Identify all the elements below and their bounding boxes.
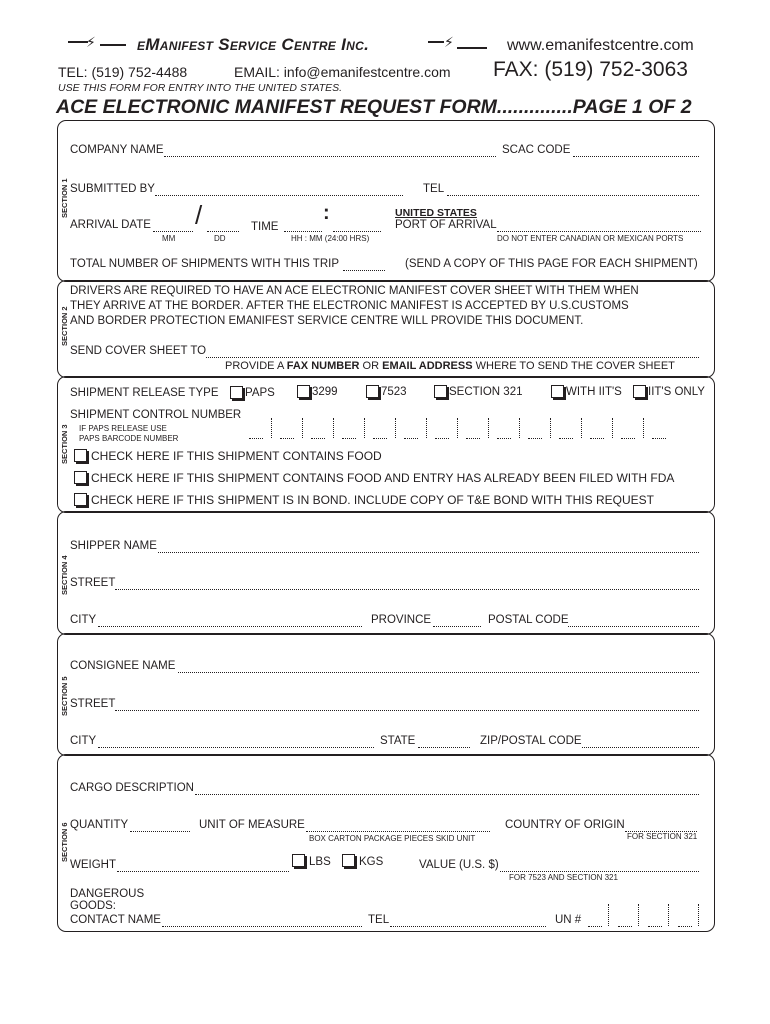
- quantity-field[interactable]: [130, 831, 190, 832]
- control-number-slot[interactable]: [435, 438, 449, 439]
- un-number-divider: [668, 904, 669, 926]
- quantity-label: QUANTITY: [70, 819, 129, 831]
- dangerous-tel-label: TEL: [368, 914, 390, 926]
- 3299-label: 3299: [312, 386, 338, 398]
- company-name-field[interactable]: [164, 156, 496, 157]
- send-cover-field[interactable]: [206, 357, 699, 358]
- provide-note-fax: FAX NUMBER: [286, 360, 360, 372]
- shipper-name-label: SHIPPER NAME: [70, 540, 157, 552]
- consignee-name-field[interactable]: [178, 672, 699, 673]
- time-label: TIME: [251, 221, 279, 233]
- control-number-divider: [364, 418, 365, 438]
- food-fda-checkbox[interactable]: [74, 471, 87, 484]
- consignee-city-field[interactable]: [98, 747, 374, 748]
- section-3-tag: SECTION 3: [60, 424, 69, 464]
- control-number-divider: [581, 418, 582, 438]
- unit-of-measure-label: UNIT OF MEASURE: [199, 819, 305, 831]
- lbs-label: LBS: [309, 856, 331, 868]
- section-6-tag: SECTION 6: [60, 822, 69, 862]
- port-note: DO NOT ENTER CANADIAN OR MEXICAN PORTS: [497, 234, 684, 243]
- section-2-tag: SECTION 2: [60, 306, 69, 346]
- country-of-origin-label: COUNTRY OF ORIGIN: [505, 819, 625, 831]
- section-321-label: SECTION 321: [449, 386, 523, 398]
- contact-name-label: CONTACT NAME: [70, 914, 161, 926]
- control-number-divider: [488, 418, 489, 438]
- consignee-street-field[interactable]: [115, 710, 699, 711]
- total-shipments-label: TOTAL NUMBER OF SHIPMENTS WITH THIS TRIP: [70, 258, 339, 270]
- brand-logo: eManifest Service Centre Inc.: [137, 35, 370, 54]
- un-number-slot[interactable]: [588, 926, 602, 927]
- contains-food-label: CHECK HERE IF THIS SHIPMENT CONTAINS FOOD: [91, 449, 382, 463]
- company-name-label: COMPANY NAME: [70, 144, 164, 156]
- control-number-slot[interactable]: [528, 438, 542, 439]
- header-fax: FAX: (519) 752-3063: [493, 58, 688, 81]
- units-hint: BOX CARTON PACKAGE PIECES SKID UNIT: [309, 834, 476, 843]
- time-minutes-field[interactable]: [333, 231, 381, 232]
- consignee-state-label: STATE: [380, 735, 416, 747]
- provide-note-or: OR: [359, 360, 383, 372]
- value-field[interactable]: [500, 871, 699, 872]
- with-iits-checkbox[interactable]: [551, 385, 564, 398]
- control-number-slot[interactable]: [342, 438, 356, 439]
- total-shipments-field[interactable]: [343, 270, 385, 271]
- submitted-by-label: SUBMITTED BY: [70, 183, 155, 195]
- time-separator: :: [323, 202, 330, 224]
- control-number-divider: [302, 418, 303, 438]
- control-number-divider: [550, 418, 551, 438]
- 7523-checkbox[interactable]: [366, 385, 379, 398]
- control-number-slot[interactable]: [373, 438, 387, 439]
- shipper-postal-label: POSTAL CODE: [488, 614, 569, 626]
- for-7523-note: FOR 7523 AND SECTION 321: [509, 873, 618, 882]
- time-hint: HH : MM (24:00 HRS): [291, 234, 370, 243]
- control-number-divider: [643, 418, 644, 438]
- scac-code-label: SCAC CODE: [502, 144, 571, 156]
- control-number-divider: [612, 418, 613, 438]
- header-bolt-right-icon: ⚡: [444, 34, 454, 50]
- section1-tel-label: TEL: [423, 183, 445, 195]
- 7523-label: 7523: [381, 386, 407, 398]
- cargo-description-label: CARGO DESCRIPTION: [70, 782, 194, 794]
- cargo-description-field[interactable]: [195, 794, 699, 795]
- control-number-slot[interactable]: [559, 438, 573, 439]
- value-label: VALUE (U.S. $): [419, 859, 499, 871]
- header-rule-left-2: [100, 44, 126, 46]
- control-number-slot[interactable]: [652, 438, 666, 439]
- un-number-label: UN #: [555, 914, 582, 926]
- food-fda-label: CHECK HERE IF THIS SHIPMENT CONTAINS FOOD AND ENTRY HAS ALREADY BEEN FILED WITH FDA: [91, 471, 675, 485]
- port-of-arrival-label: PORT OF ARRIVAL: [395, 219, 497, 231]
- provide-note-email: EMAIL ADDRESS: [382, 360, 473, 372]
- contact-name-field[interactable]: [162, 926, 362, 927]
- control-number-slot[interactable]: [590, 438, 604, 439]
- weight-label: WEIGHT: [70, 859, 116, 871]
- lbs-checkbox[interactable]: [292, 854, 305, 867]
- shipper-province-field[interactable]: [433, 626, 481, 627]
- copy-note: (SEND A COPY OF THIS PAGE FOR EACH SHIPMENT): [405, 258, 698, 270]
- iits-only-checkbox[interactable]: [633, 385, 646, 398]
- submitted-by-field[interactable]: [155, 195, 403, 196]
- un-number-slot[interactable]: [648, 926, 662, 927]
- control-number-slot[interactable]: [497, 438, 511, 439]
- in-bond-label: CHECK HERE IF THIS SHIPMENT IS IN BOND. INCLUDE COPY OF T&E BOND WITH THIS REQUEST: [91, 493, 654, 507]
- in-bond-checkbox[interactable]: [74, 493, 87, 506]
- consignee-zip-label: ZIP/POSTAL CODE: [480, 735, 582, 747]
- un-number-divider: [698, 904, 699, 926]
- consignee-street-label: STREET: [70, 698, 116, 710]
- header-bolt-left-icon: ⚡: [86, 34, 96, 50]
- paps-checkbox[interactable]: [230, 386, 243, 399]
- send-cover-label: SEND COVER SHEET TO: [70, 345, 207, 357]
- driver-instruction-line-1: DRIVERS ARE REQUIRED TO HAVE AN ACE ELECTRONIC MANIFEST COVER SHEET WITH THEM WHEN: [70, 285, 639, 297]
- shipper-city-field[interactable]: [98, 626, 362, 627]
- shipper-street-label: STREET: [70, 577, 116, 589]
- paps-barcode-note: PAPS BARCODE NUMBER: [79, 434, 179, 443]
- control-number-slot[interactable]: [466, 438, 480, 439]
- date-separator: /: [195, 200, 203, 230]
- dd-hint: DD: [214, 234, 226, 243]
- driver-instruction-line-3: AND BORDER PROTECTION EMANIFEST SERVICE CENTRE WILL PROVIDE THIS DOCUMENT.: [70, 315, 584, 327]
- header-rule-left-1: [68, 41, 88, 43]
- shipper-city-label: CITY: [70, 614, 97, 626]
- 3299-checkbox[interactable]: [297, 385, 310, 398]
- website-link[interactable]: www.emanifestcentre.com: [507, 37, 694, 54]
- arrival-month-field[interactable]: [153, 231, 193, 232]
- weight-field[interactable]: [117, 871, 289, 872]
- dangerous-tel-field[interactable]: [390, 926, 546, 927]
- scac-code-field[interactable]: [573, 156, 699, 157]
- control-number-label: SHIPMENT CONTROL NUMBER: [70, 409, 242, 421]
- un-number-divider: [638, 904, 639, 926]
- header-rule-right-2: [457, 47, 487, 49]
- unit-of-measure-field[interactable]: [306, 831, 490, 832]
- un-number-slot[interactable]: [618, 926, 632, 927]
- control-number-divider: [519, 418, 520, 438]
- header-tel: TEL: (519) 752-4488: [58, 64, 188, 80]
- mm-hint: MM: [162, 234, 176, 243]
- section-5-tag: SECTION 5: [60, 676, 69, 716]
- control-number-slot[interactable]: [311, 438, 325, 439]
- section-321-checkbox[interactable]: [434, 385, 447, 398]
- un-number-divider: [608, 904, 609, 926]
- driver-instruction-line-2: THEY ARRIVE AT THE BORDER. AFTER THE ELECTRONIC MANIFEST IS ACCEPTED BY U.S.CUSTOMS: [70, 300, 629, 312]
- control-number-slot[interactable]: [621, 438, 635, 439]
- section1-tel-field[interactable]: [447, 195, 699, 196]
- provide-note-a: PROVIDE A: [225, 360, 287, 372]
- usage-note: USE THIS FORM FOR ENTRY INTO THE UNITED STATES.: [58, 82, 343, 94]
- section-1-tag: SECTION 1: [60, 178, 69, 218]
- arrival-date-label: ARRIVAL DATE: [70, 219, 151, 231]
- shipper-province-label: PROVINCE: [371, 614, 432, 626]
- contains-food-checkbox[interactable]: [74, 449, 87, 462]
- header-email[interactable]: EMAIL: info@emanifestcentre.com: [234, 64, 451, 80]
- provide-note-where: WHERE TO SEND THE COVER SHEET: [472, 360, 675, 372]
- port-of-arrival-field[interactable]: [497, 231, 701, 232]
- control-number-slot[interactable]: [249, 438, 263, 439]
- for-321-note: FOR SECTION 321: [627, 832, 698, 841]
- consignee-zip-field[interactable]: [582, 747, 699, 748]
- control-number-divider: [395, 418, 396, 438]
- control-number-slot[interactable]: [404, 438, 418, 439]
- consignee-name-label: CONSIGNEE NAME: [70, 660, 176, 672]
- control-number-divider: [457, 418, 458, 438]
- dangerous-label: DANGEROUS: [70, 888, 145, 900]
- form-title: ACE ELECTRONIC MANIFEST REQUEST FORM..............PAGE 1 OF 2: [56, 96, 692, 118]
- paps-use-note: IF PAPS RELEASE USE: [79, 424, 167, 433]
- arrival-day-field[interactable]: [207, 231, 239, 232]
- united-states-label: UNITED STATES: [395, 207, 477, 219]
- control-number-slot[interactable]: [280, 438, 294, 439]
- time-hours-field[interactable]: [284, 231, 322, 232]
- un-number-slot[interactable]: [678, 926, 692, 927]
- iits-only-label: IIT'S ONLY: [648, 386, 705, 398]
- kgs-checkbox[interactable]: [342, 854, 355, 867]
- section-4-tag: SECTION 4: [60, 555, 69, 595]
- control-number-divider: [271, 418, 272, 438]
- shipper-name-field[interactable]: [158, 552, 699, 553]
- shipper-street-field[interactable]: [115, 589, 699, 590]
- goods-label: GOODS:: [70, 900, 117, 912]
- release-type-label: SHIPMENT RELEASE TYPE: [70, 387, 219, 399]
- section-6: [57, 754, 715, 932]
- control-number-divider: [333, 418, 334, 438]
- kgs-label: KGS: [359, 856, 384, 868]
- control-number-divider: [426, 418, 427, 438]
- shipper-postal-field[interactable]: [568, 626, 699, 627]
- consignee-city-label: CITY: [70, 735, 97, 747]
- paps-label: PAPS: [245, 387, 275, 399]
- header-rule-right-1: [428, 41, 444, 43]
- provide-note: [225, 360, 675, 372]
- consignee-state-field[interactable]: [418, 747, 470, 748]
- with-iits-label: WITH IIT'S: [566, 386, 622, 398]
